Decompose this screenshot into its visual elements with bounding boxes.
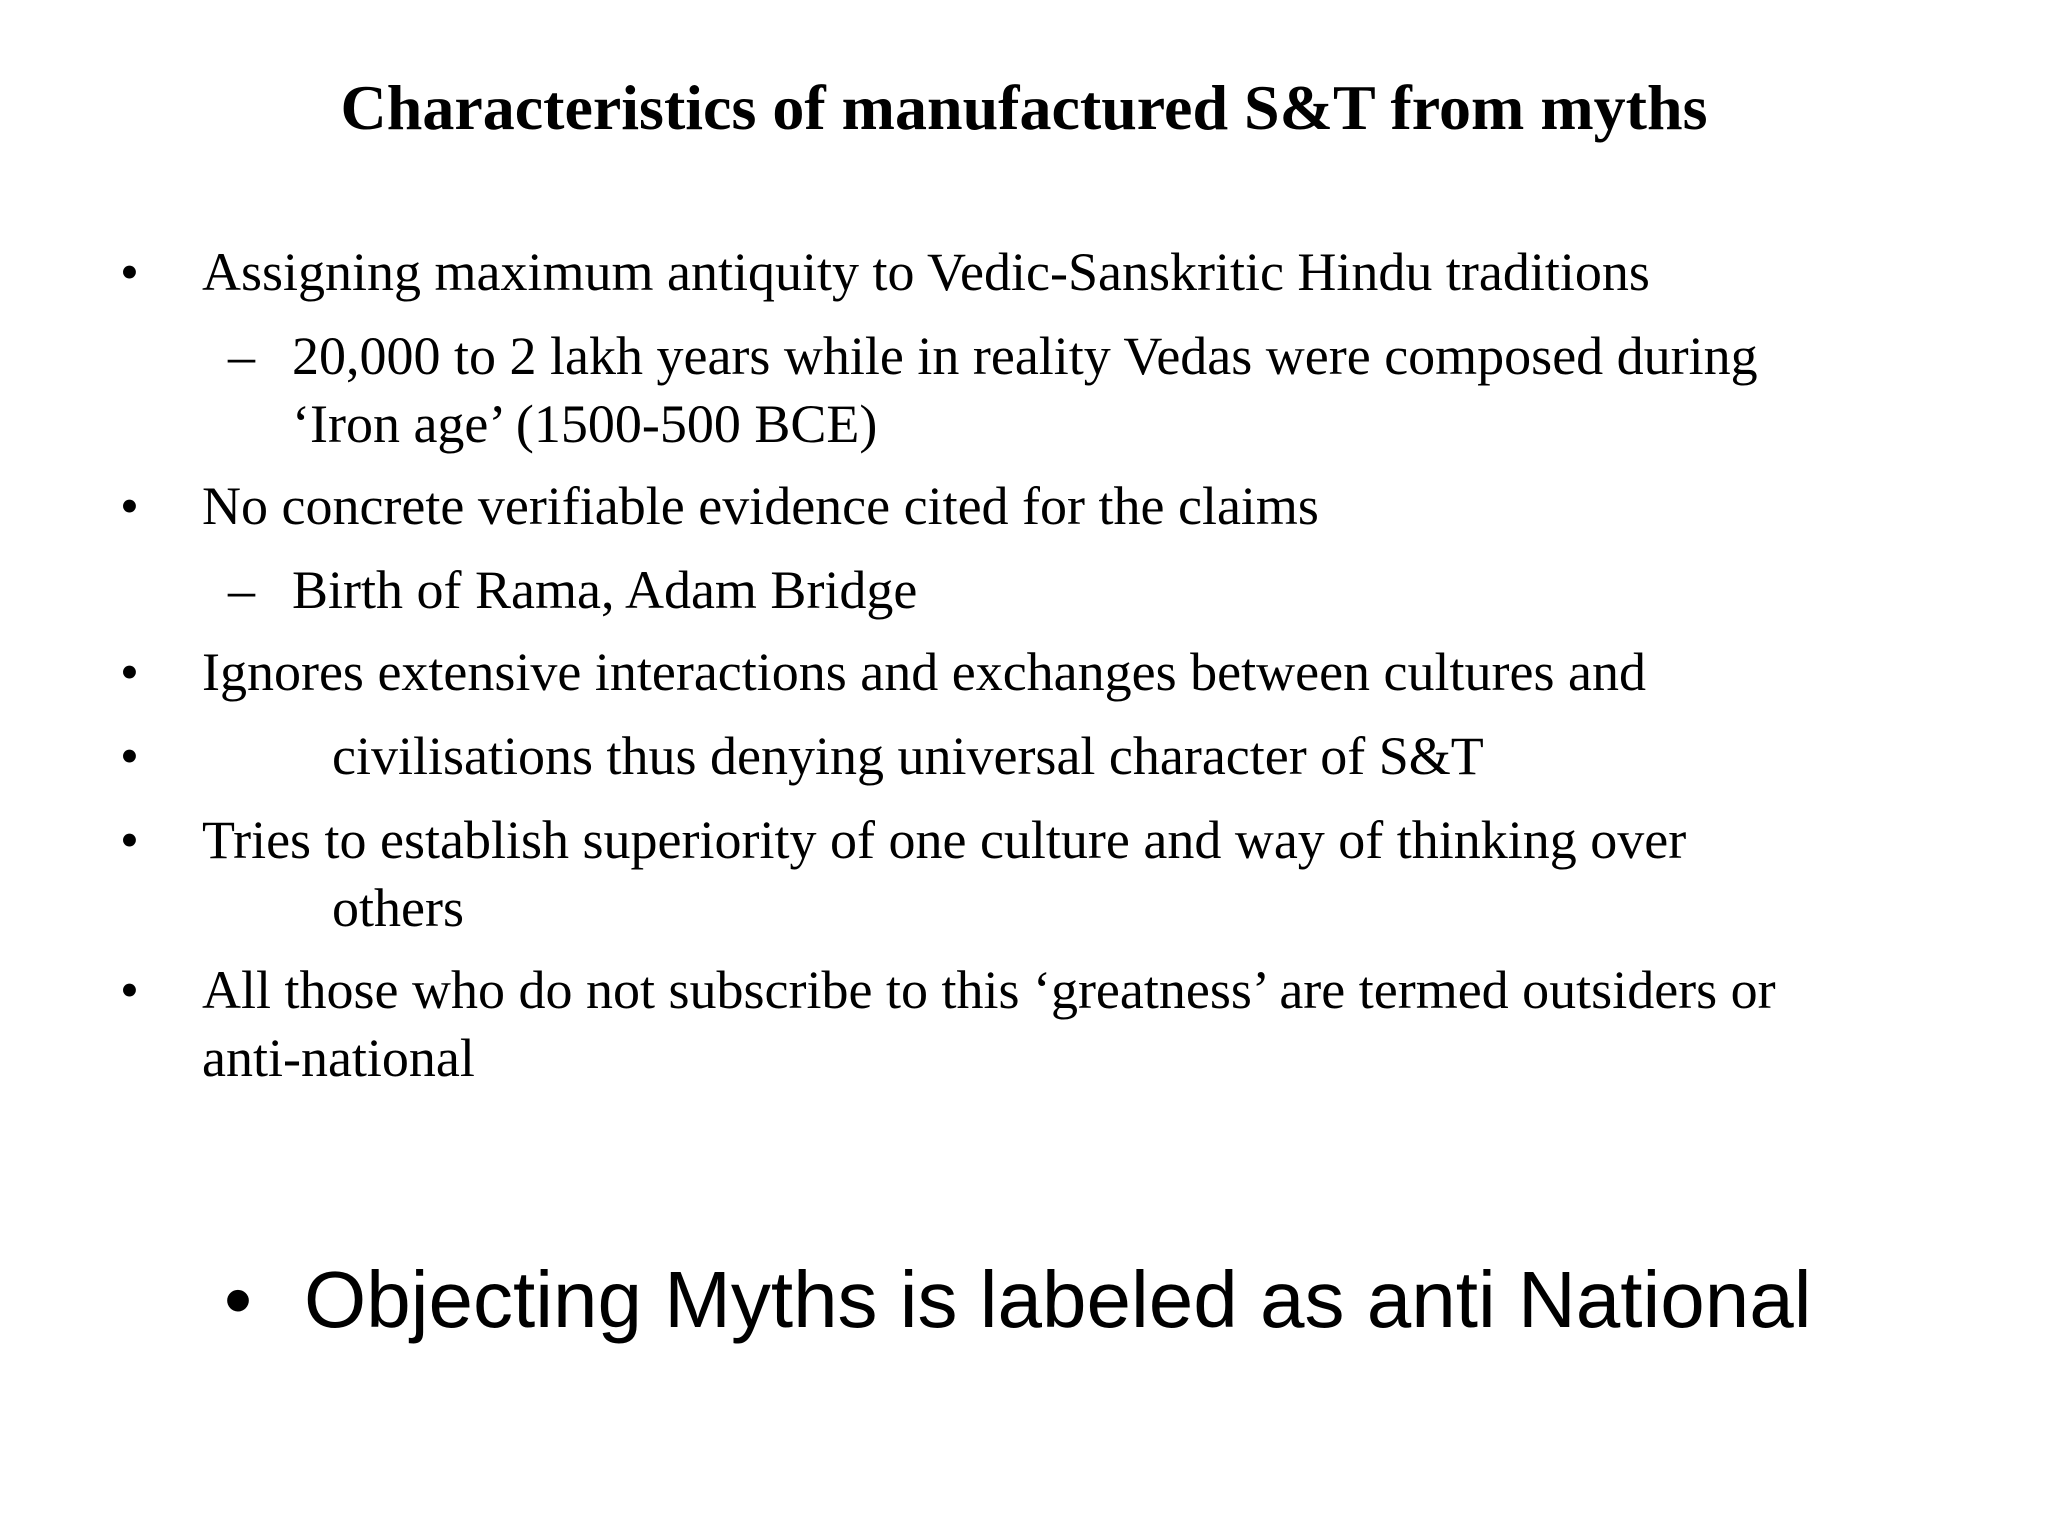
bullet-text: Tries to establish superiority of one culture and way of thinking over	[202, 810, 1687, 870]
bullet-icon: •	[224, 1255, 253, 1344]
bullet-text: Ignores extensive interactions and exchanges between cultures and	[202, 642, 1646, 702]
bullet-icon: •	[120, 242, 139, 302]
bullet-icon: •	[120, 476, 139, 536]
bullet-text: others	[332, 878, 464, 938]
sub-bullet-text: Birth of Rama, Adam Bridge	[292, 560, 918, 620]
bullet-icon: •	[120, 642, 139, 702]
bullet-text: All those who do not subscribe to this ‘greatness’ are termed outsiders or	[202, 960, 1776, 1020]
bullet-text: Assigning maximum antiquity to Vedic-Sanskritic Hindu traditions	[202, 242, 1650, 302]
bullet-text: civilisations thus denying universal character of S&T	[332, 726, 1484, 786]
bullet-icon: •	[120, 810, 139, 870]
callout-text: Objecting Myths is labeled as anti National	[304, 1255, 1812, 1344]
dash-icon: –	[228, 560, 255, 620]
bullet-text: anti-national	[202, 1028, 475, 1088]
bullet-icon: •	[120, 960, 139, 1020]
sub-bullet-text: 20,000 to 2 lakh years while in reality Vedas were composed during	[292, 326, 1758, 386]
bullet-text: No concrete verifiable evidence cited for the claims	[202, 476, 1319, 536]
bullet-icon: •	[120, 726, 139, 786]
slide-title: Characteristics of manufactured S&T from myths	[340, 72, 1708, 143]
sub-bullet-text: ‘Iron age’ (1500-500 BCE)	[292, 394, 878, 454]
dash-icon: –	[228, 326, 255, 386]
